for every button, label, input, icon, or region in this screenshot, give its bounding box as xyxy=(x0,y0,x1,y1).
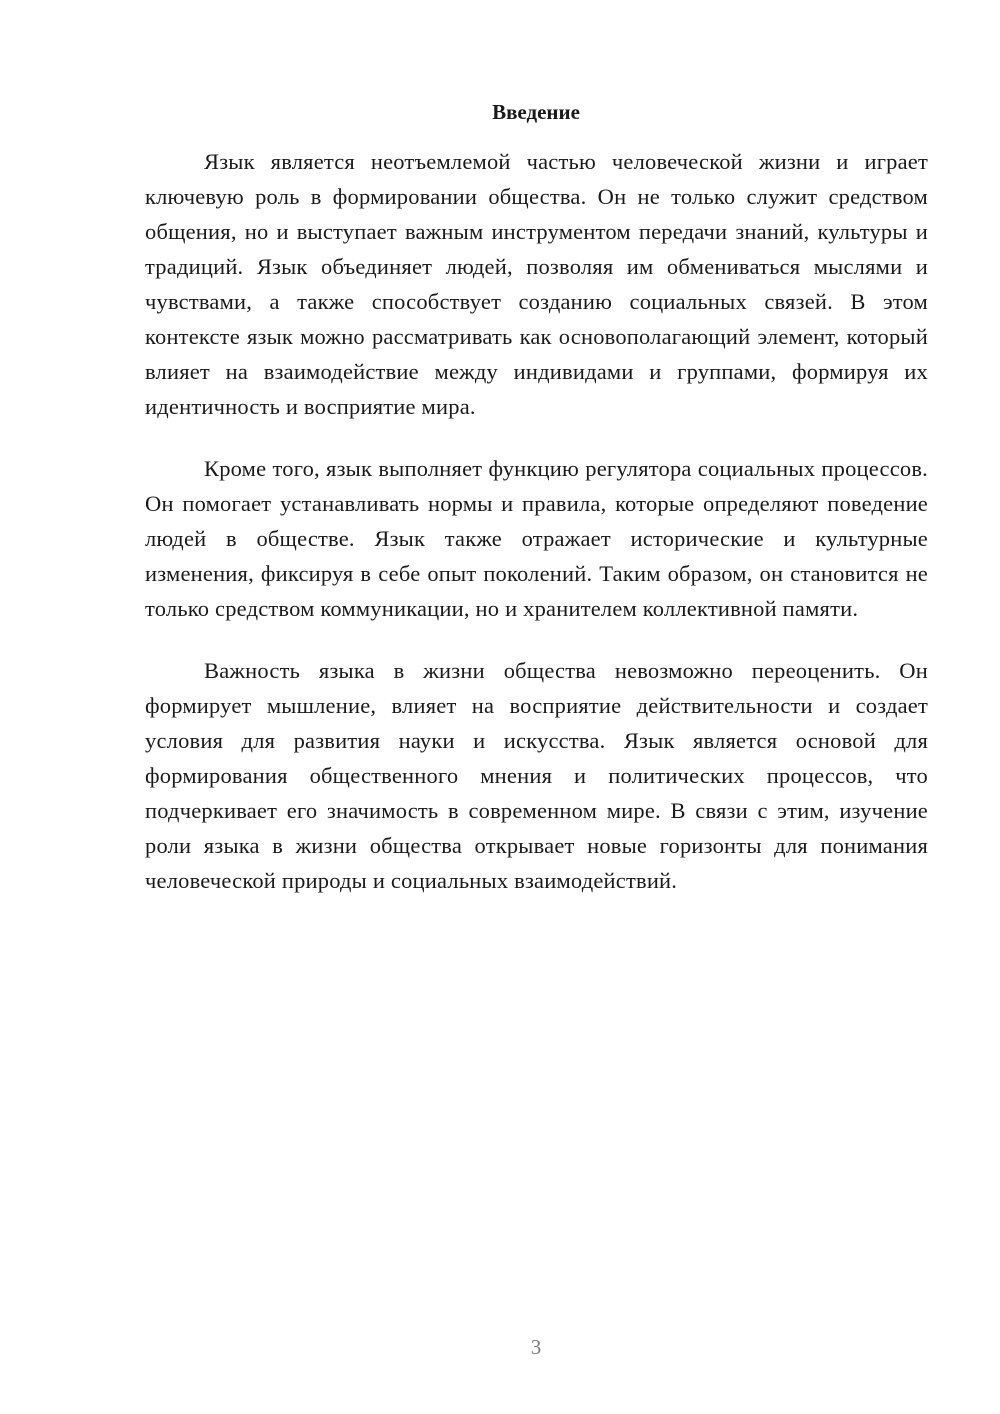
page-title: Введение xyxy=(492,100,580,124)
paragraph-2: Кроме того, язык выполняет функцию регулятора социальных процессов. Он помогает устанавливать нормы и правила, которые определяют поведение людей в обществе. Язык также отражает исторические и культурные изменения, фиксируя в себе опыт поколений. Таким образом, он становится не только средством коммуникации, но и хранителем коллективной памяти. xyxy=(145,456,928,621)
paragraph-1: Язык является неотъемлемой частью человеческой жизни и играет ключевую роль в формировании общества. Он не только служит средством общения, но и выступает важным инструментом передачи знаний, культуры и традиций. Язык объединяет людей, позволяя им обмениваться мыслями и чувствами, а также способствует созданию социальных связей. В этом контексте язык можно рассматривать как основополагающий элемент, который влияет на взаимодействие между индивидами и группами, формируя их идентичность и восприятие мира. xyxy=(145,149,928,419)
paragraph-3: Важность языка в жизни общества невозможно переоценить. Он формирует мышление, влияет на восприятие действительности и создает условия для развития науки и искусства. Язык является основой для формирования общественного мнения и политических процессов, что подчеркивает его значимость в современном мире. В связи с этим, изучение роли языка в жизни общества открывает новые горизонты для понимания человеческой природы и социальных взаимодействий. xyxy=(145,658,928,893)
body-text xyxy=(145,144,928,925)
page-number: 3 xyxy=(530,1335,542,1359)
